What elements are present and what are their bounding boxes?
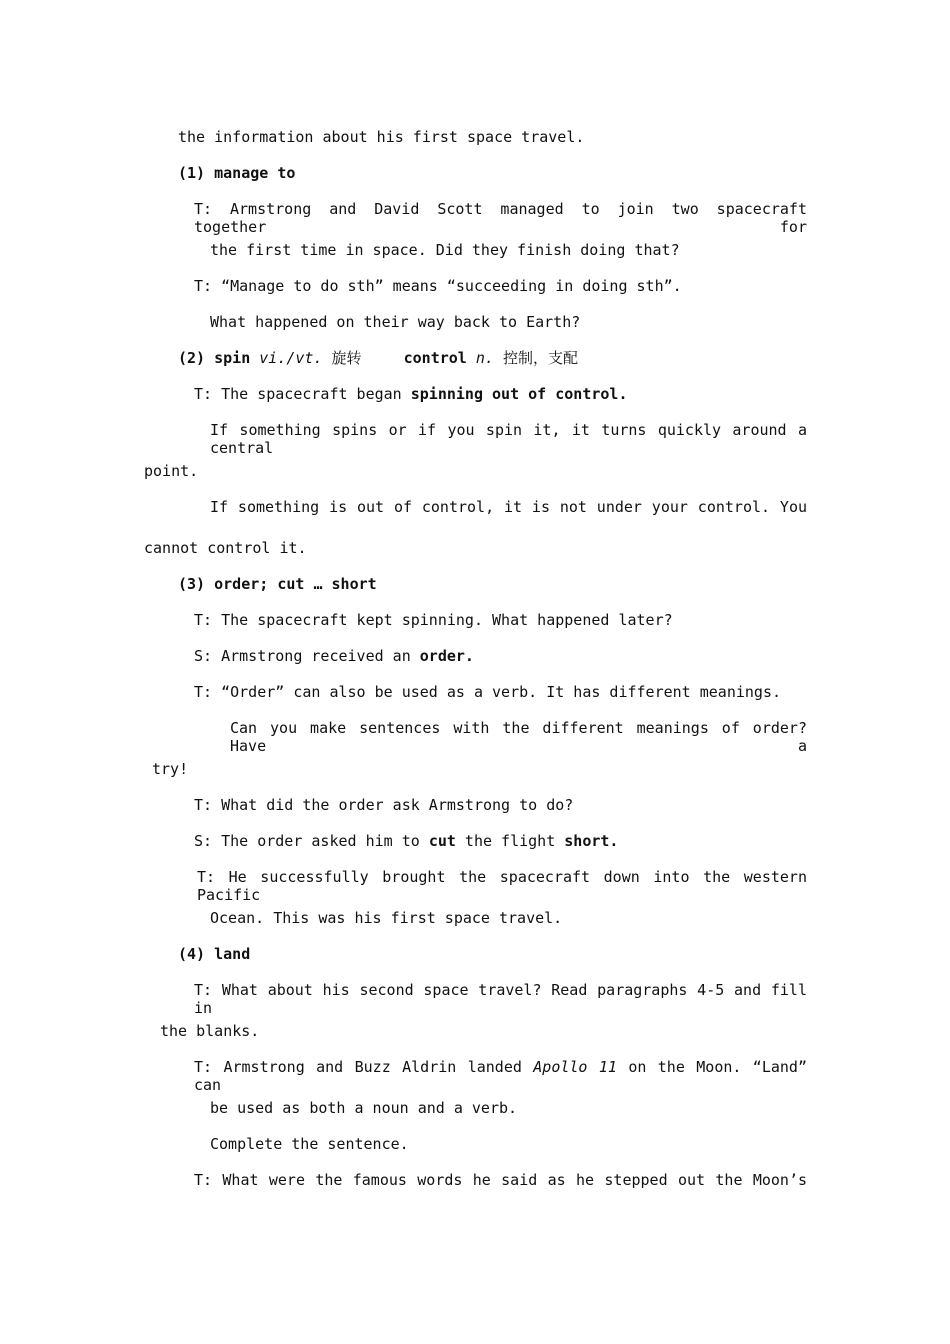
text-line: the information about his first space travel. — [178, 128, 585, 146]
section-heading-spin-control — [178, 349, 578, 367]
text-line: What happened on their way back to Earth? — [210, 313, 581, 331]
text-line: T: What did the order ask Armstrong to do? — [194, 796, 574, 814]
section-heading-order-cut-short: (3) order; cut … short — [178, 575, 377, 593]
vocab-word: control — [403, 349, 467, 367]
text-line: T: The spacecraft kept spinning. What happened later? — [194, 611, 673, 629]
section-heading-manage-to: (1) manage to — [178, 164, 296, 182]
text-line: If something is out of control, it is not under your control. You — [210, 498, 807, 516]
part-of-speech: n. — [475, 349, 494, 367]
section-heading-land: (4) land — [178, 945, 251, 963]
text-line: T: What about his second space travel? Read paragraphs 4-5 and fill in — [194, 981, 807, 1017]
text-line: T: What were the famous words he said as he stepped out the Moon’s — [194, 1171, 807, 1189]
spacecraft-name: Apollo 11 — [533, 1058, 617, 1076]
key-word: order. — [419, 647, 474, 665]
part-of-speech: vi./vt. — [259, 349, 323, 367]
chinese-meaning: 控制，支配 — [502, 349, 578, 367]
chinese-meaning: 旋转 — [331, 349, 362, 367]
text: S: The order asked him to — [194, 832, 429, 850]
text-line: If something spins or if you spin it, it turns quickly around a central — [210, 421, 807, 457]
text-line: Can you make sentences with the different meanings of order? Have a — [230, 719, 807, 755]
text-line: Complete the sentence. — [210, 1135, 409, 1153]
vocab-word: (2) spin — [178, 349, 251, 367]
text: on the Moon. “Land” can — [194, 1058, 807, 1094]
text: the flight — [455, 832, 565, 850]
text-line: cannot control it. — [144, 539, 307, 557]
text-line — [194, 1058, 807, 1094]
text-line: the first time in space. Did they finish doing that? — [210, 241, 680, 259]
text-line: point. — [144, 462, 199, 480]
text-line: T: He successfully brought the spacecraft down into the western Pacific — [197, 868, 807, 904]
text-line: the blanks. — [160, 1022, 260, 1040]
text-line: T: Armstrong and David Scott managed to join two spacecraft together for — [194, 200, 807, 236]
text-line — [194, 647, 474, 665]
key-word: short. — [564, 832, 619, 850]
text-line — [194, 832, 618, 850]
text-line: try! — [152, 760, 189, 778]
text: S: Armstrong received an — [194, 647, 420, 665]
text: T: Armstrong and Buzz Aldrin landed — [194, 1058, 534, 1076]
text-line: T: “Order” can also be used as a verb. It has different meanings. — [194, 683, 781, 701]
text-line: be used as both a noun and a verb. — [210, 1099, 518, 1117]
text-line — [194, 385, 628, 403]
key-phrase: spinning out of control. — [410, 385, 628, 403]
text: T: The spacecraft began — [194, 385, 411, 403]
key-word: cut — [428, 832, 456, 850]
text-line: Ocean. This was his first space travel. — [210, 909, 563, 927]
text-line: T: “Manage to do sth” means “succeeding in doing sth”. — [194, 277, 682, 295]
